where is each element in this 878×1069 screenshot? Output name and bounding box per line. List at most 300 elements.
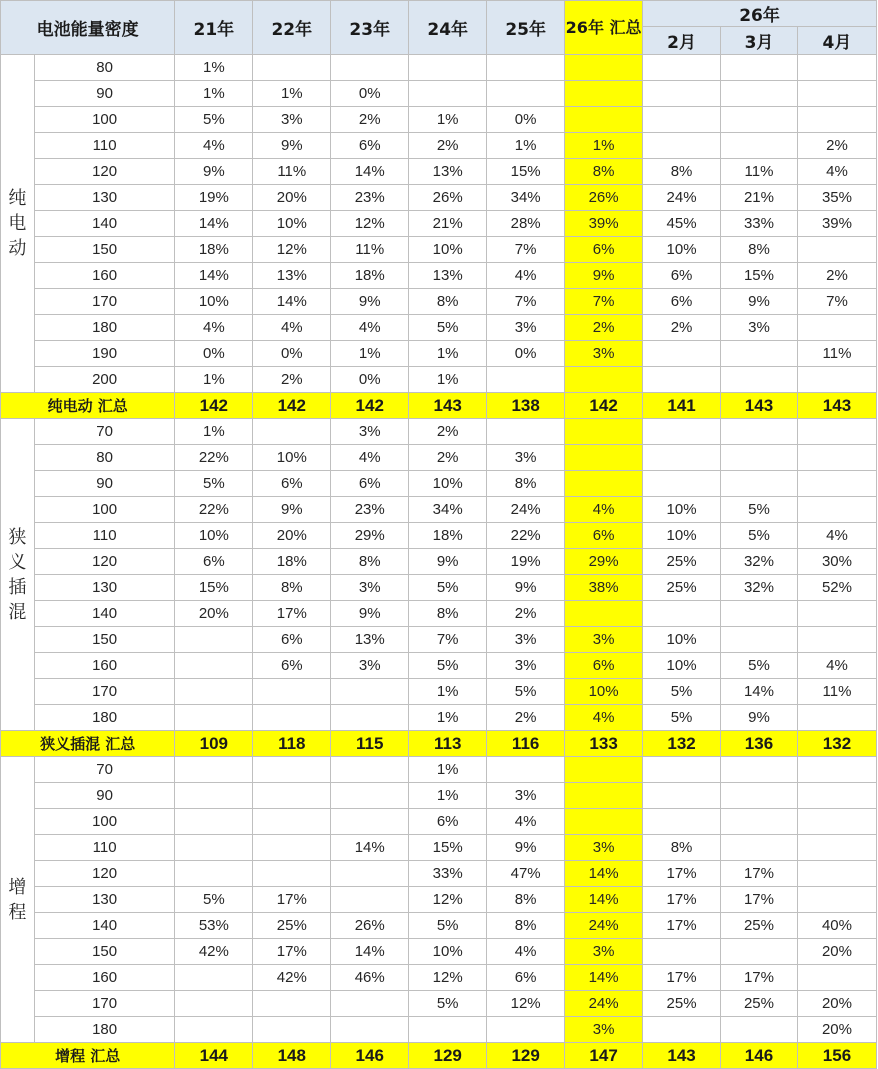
value-cell — [721, 939, 798, 965]
value-cell: 12% — [409, 887, 487, 913]
value-cell: 4% — [331, 445, 409, 471]
total26-cell — [565, 757, 643, 783]
value-cell: 5% — [175, 471, 253, 497]
value-cell: 9% — [487, 835, 565, 861]
total26-cell: 39% — [565, 211, 643, 237]
value-cell — [643, 939, 721, 965]
total26-cell — [565, 445, 643, 471]
value-cell: 6% — [409, 809, 487, 835]
table-row — [1, 211, 877, 237]
value-cell: 6% — [331, 471, 409, 497]
value-cell: 21% — [721, 185, 798, 211]
value-cell: 34% — [487, 185, 565, 211]
value-cell: 8% — [487, 471, 565, 497]
density-cell: 170 — [34, 991, 175, 1017]
total26-cell: 38% — [565, 575, 643, 601]
total26-cell: 24% — [565, 913, 643, 939]
total26-cell: 4% — [565, 705, 643, 731]
value-cell: 5% — [409, 991, 487, 1017]
value-cell: 17% — [253, 939, 331, 965]
total26-cell: 3% — [565, 1017, 643, 1043]
value-cell: 15% — [721, 263, 798, 289]
value-cell — [643, 783, 721, 809]
table-row — [1, 81, 877, 107]
value-cell: 4% — [175, 315, 253, 341]
value-cell: 14% — [175, 263, 253, 289]
value-cell — [721, 55, 798, 81]
value-cell — [643, 107, 721, 133]
header-year-23: 23年 — [331, 1, 409, 55]
value-cell — [253, 757, 331, 783]
value-cell — [331, 887, 409, 913]
density-cell: 120 — [34, 861, 175, 887]
value-cell — [487, 757, 565, 783]
value-cell: 25% — [643, 575, 721, 601]
value-cell: 12% — [331, 211, 409, 237]
value-cell — [175, 757, 253, 783]
value-cell — [487, 1017, 565, 1043]
value-cell — [797, 107, 876, 133]
density-cell: 190 — [34, 341, 175, 367]
value-cell: 53% — [175, 913, 253, 939]
value-cell — [643, 601, 721, 627]
value-cell: 5% — [175, 107, 253, 133]
density-cell: 140 — [34, 601, 175, 627]
section-total-value: 143 — [409, 393, 487, 419]
density-cell: 180 — [34, 1017, 175, 1043]
table-row — [1, 835, 877, 861]
value-cell — [721, 601, 798, 627]
total26-cell: 24% — [565, 991, 643, 1017]
value-cell — [331, 1017, 409, 1043]
section-total-value: 115 — [331, 731, 409, 757]
value-cell: 5% — [409, 653, 487, 679]
value-cell: 3% — [487, 315, 565, 341]
density-cell: 160 — [34, 653, 175, 679]
value-cell: 2% — [331, 107, 409, 133]
table-row — [1, 705, 877, 731]
value-cell: 3% — [487, 445, 565, 471]
density-cell: 150 — [34, 237, 175, 263]
value-cell: 7% — [487, 289, 565, 315]
value-cell — [797, 835, 876, 861]
total26-cell: 6% — [565, 523, 643, 549]
value-cell: 2% — [409, 133, 487, 159]
value-cell: 32% — [721, 549, 798, 575]
total26-cell: 29% — [565, 549, 643, 575]
total26-cell: 3% — [565, 627, 643, 653]
value-cell — [797, 419, 876, 445]
value-cell: 2% — [487, 601, 565, 627]
density-cell: 180 — [34, 705, 175, 731]
value-cell: 8% — [643, 835, 721, 861]
section-total-label: 增程 汇总 — [1, 1043, 175, 1069]
value-cell — [797, 705, 876, 731]
header-26-group: 26年 — [643, 1, 877, 27]
value-cell: 19% — [487, 549, 565, 575]
value-cell: 1% — [331, 341, 409, 367]
value-cell: 26% — [331, 913, 409, 939]
value-cell: 6% — [643, 263, 721, 289]
value-cell: 1% — [175, 55, 253, 81]
value-cell: 4% — [487, 939, 565, 965]
value-cell: 12% — [253, 237, 331, 263]
value-cell — [721, 81, 798, 107]
table-row — [1, 497, 877, 523]
density-cell: 160 — [34, 965, 175, 991]
value-cell — [797, 81, 876, 107]
header-month-feb: 2月 — [643, 27, 721, 55]
value-cell — [643, 1017, 721, 1043]
section-total-value: 113 — [409, 731, 487, 757]
value-cell: 9% — [409, 549, 487, 575]
value-cell — [797, 809, 876, 835]
section-total-value: 132 — [797, 731, 876, 757]
value-cell: 18% — [253, 549, 331, 575]
value-cell: 10% — [253, 211, 331, 237]
value-cell: 8% — [643, 159, 721, 185]
header-month-apr: 4月 — [797, 27, 876, 55]
value-cell: 15% — [409, 835, 487, 861]
total26-cell — [565, 81, 643, 107]
density-cell: 90 — [34, 783, 175, 809]
value-cell: 1% — [409, 341, 487, 367]
value-cell: 20% — [253, 185, 331, 211]
value-cell: 1% — [175, 81, 253, 107]
value-cell — [721, 835, 798, 861]
table-row — [1, 55, 877, 81]
section-total-value: 132 — [643, 731, 721, 757]
density-cell: 150 — [34, 627, 175, 653]
value-cell: 3% — [721, 315, 798, 341]
value-cell: 45% — [643, 211, 721, 237]
value-cell — [253, 783, 331, 809]
value-cell — [643, 133, 721, 159]
value-cell: 11% — [721, 159, 798, 185]
total26-cell: 10% — [565, 679, 643, 705]
value-cell: 46% — [331, 965, 409, 991]
value-cell — [797, 367, 876, 393]
value-cell: 1% — [409, 783, 487, 809]
value-cell: 17% — [643, 913, 721, 939]
value-cell: 5% — [409, 575, 487, 601]
total26-cell — [565, 55, 643, 81]
table-row — [1, 341, 877, 367]
table-row — [1, 783, 877, 809]
value-cell: 10% — [409, 471, 487, 497]
value-cell: 52% — [797, 575, 876, 601]
value-cell: 4% — [487, 263, 565, 289]
value-cell: 9% — [331, 289, 409, 315]
total26-cell: 9% — [565, 263, 643, 289]
value-cell: 8% — [721, 237, 798, 263]
value-cell: 14% — [253, 289, 331, 315]
table-row — [1, 549, 877, 575]
density-cell: 170 — [34, 289, 175, 315]
value-cell: 26% — [409, 185, 487, 211]
value-cell: 29% — [331, 523, 409, 549]
value-cell: 30% — [797, 549, 876, 575]
value-cell: 5% — [409, 315, 487, 341]
value-cell — [487, 55, 565, 81]
value-cell: 5% — [487, 679, 565, 705]
value-cell: 22% — [487, 523, 565, 549]
value-cell — [797, 315, 876, 341]
value-cell: 9% — [721, 705, 798, 731]
value-cell: 10% — [643, 627, 721, 653]
value-cell: 1% — [253, 81, 331, 107]
density-cell: 70 — [34, 757, 175, 783]
value-cell: 14% — [331, 939, 409, 965]
value-cell: 5% — [721, 653, 798, 679]
value-cell: 22% — [175, 445, 253, 471]
value-cell — [175, 705, 253, 731]
value-cell: 18% — [331, 263, 409, 289]
total26-cell — [565, 419, 643, 445]
density-cell: 120 — [34, 159, 175, 185]
value-cell — [175, 861, 253, 887]
value-cell — [253, 1017, 331, 1043]
value-cell — [797, 55, 876, 81]
value-cell — [253, 809, 331, 835]
value-cell: 2% — [487, 705, 565, 731]
value-cell: 33% — [721, 211, 798, 237]
value-cell — [721, 133, 798, 159]
value-cell — [721, 809, 798, 835]
table-row — [1, 289, 877, 315]
value-cell: 4% — [797, 523, 876, 549]
value-cell — [797, 497, 876, 523]
value-cell: 14% — [721, 679, 798, 705]
table-row — [1, 263, 877, 289]
value-cell — [643, 809, 721, 835]
density-cell: 110 — [34, 835, 175, 861]
density-cell: 90 — [34, 471, 175, 497]
header-year-22: 22年 — [253, 1, 331, 55]
section-total-value: 141 — [643, 393, 721, 419]
value-cell: 22% — [175, 497, 253, 523]
value-cell: 2% — [409, 445, 487, 471]
value-cell — [797, 237, 876, 263]
value-cell: 7% — [487, 237, 565, 263]
value-cell: 5% — [721, 497, 798, 523]
section-total-value: 142 — [175, 393, 253, 419]
value-cell: 4% — [487, 809, 565, 835]
value-cell: 8% — [331, 549, 409, 575]
value-cell — [331, 783, 409, 809]
value-cell: 28% — [487, 211, 565, 237]
density-cell: 150 — [34, 939, 175, 965]
value-cell: 17% — [253, 601, 331, 627]
value-cell: 20% — [797, 1017, 876, 1043]
value-cell — [409, 81, 487, 107]
value-cell: 21% — [409, 211, 487, 237]
value-cell: 1% — [175, 419, 253, 445]
value-cell — [331, 991, 409, 1017]
value-cell — [175, 991, 253, 1017]
section-total-row — [1, 731, 877, 757]
density-cell: 80 — [34, 445, 175, 471]
density-cell: 70 — [34, 419, 175, 445]
value-cell: 0% — [487, 107, 565, 133]
value-cell: 2% — [409, 419, 487, 445]
section-total-value: 129 — [409, 1043, 487, 1069]
total26-cell: 1% — [565, 133, 643, 159]
value-cell: 6% — [331, 133, 409, 159]
table-row — [1, 159, 877, 185]
value-cell: 5% — [643, 679, 721, 705]
value-cell: 4% — [331, 315, 409, 341]
value-cell: 20% — [797, 991, 876, 1017]
section-label: 狭 义 插 混 — [1, 419, 35, 731]
table-row — [1, 107, 877, 133]
value-cell: 2% — [643, 315, 721, 341]
section-total-value: 147 — [565, 1043, 643, 1069]
value-cell: 25% — [643, 991, 721, 1017]
value-cell: 9% — [253, 497, 331, 523]
table-row — [1, 653, 877, 679]
section-total-value: 138 — [487, 393, 565, 419]
value-cell: 9% — [331, 601, 409, 627]
value-cell: 24% — [643, 185, 721, 211]
table-row — [1, 471, 877, 497]
value-cell: 0% — [331, 81, 409, 107]
value-cell: 6% — [253, 627, 331, 653]
section-total-label: 纯电动 汇总 — [1, 393, 175, 419]
value-cell — [409, 1017, 487, 1043]
value-cell — [643, 81, 721, 107]
header-month-mar: 3月 — [721, 27, 798, 55]
table-row — [1, 1017, 877, 1043]
value-cell: 12% — [409, 965, 487, 991]
value-cell: 47% — [487, 861, 565, 887]
value-cell: 34% — [409, 497, 487, 523]
value-cell: 3% — [487, 627, 565, 653]
table-row — [1, 575, 877, 601]
value-cell: 19% — [175, 185, 253, 211]
table-header — [1, 1, 877, 55]
total26-cell — [565, 367, 643, 393]
value-cell: 20% — [253, 523, 331, 549]
value-cell: 15% — [487, 159, 565, 185]
density-cell: 90 — [34, 81, 175, 107]
value-cell — [175, 627, 253, 653]
value-cell: 17% — [721, 887, 798, 913]
total26-cell — [565, 107, 643, 133]
density-cell: 170 — [34, 679, 175, 705]
value-cell — [721, 783, 798, 809]
density-cell: 180 — [34, 315, 175, 341]
value-cell — [797, 627, 876, 653]
value-cell: 9% — [175, 159, 253, 185]
value-cell: 0% — [253, 341, 331, 367]
section-total-label: 狭义插混 汇总 — [1, 731, 175, 757]
value-cell: 42% — [175, 939, 253, 965]
value-cell: 0% — [175, 341, 253, 367]
total26-cell: 2% — [565, 315, 643, 341]
value-cell — [797, 757, 876, 783]
value-cell — [797, 965, 876, 991]
table-row — [1, 757, 877, 783]
density-cell: 110 — [34, 133, 175, 159]
density-cell: 120 — [34, 549, 175, 575]
value-cell: 6% — [175, 549, 253, 575]
value-cell: 11% — [331, 237, 409, 263]
value-cell: 1% — [175, 367, 253, 393]
value-cell — [331, 55, 409, 81]
value-cell: 6% — [253, 653, 331, 679]
value-cell — [331, 679, 409, 705]
value-cell: 5% — [409, 913, 487, 939]
table-row — [1, 419, 877, 445]
value-cell: 10% — [643, 237, 721, 263]
value-cell: 10% — [643, 653, 721, 679]
section-total-value: 143 — [643, 1043, 721, 1069]
density-cell: 100 — [34, 497, 175, 523]
value-cell: 5% — [175, 887, 253, 913]
value-cell — [721, 627, 798, 653]
value-cell: 1% — [409, 367, 487, 393]
table-row — [1, 809, 877, 835]
section-total-value: 129 — [487, 1043, 565, 1069]
value-cell: 24% — [487, 497, 565, 523]
value-cell — [175, 809, 253, 835]
value-cell: 18% — [409, 523, 487, 549]
value-cell — [331, 809, 409, 835]
table-row — [1, 965, 877, 991]
value-cell — [643, 445, 721, 471]
total26-cell: 7% — [565, 289, 643, 315]
value-cell — [797, 783, 876, 809]
table-row — [1, 445, 877, 471]
section-total-value: 146 — [331, 1043, 409, 1069]
density-cell: 130 — [34, 185, 175, 211]
value-cell — [643, 471, 721, 497]
value-cell — [721, 107, 798, 133]
total26-cell: 6% — [565, 653, 643, 679]
table-row — [1, 367, 877, 393]
table-row — [1, 939, 877, 965]
header-row-top — [1, 1, 877, 27]
value-cell — [175, 835, 253, 861]
value-cell — [721, 445, 798, 471]
value-cell — [643, 341, 721, 367]
value-cell: 6% — [643, 289, 721, 315]
table-row — [1, 913, 877, 939]
value-cell — [487, 419, 565, 445]
density-cell: 80 — [34, 55, 175, 81]
value-cell — [797, 887, 876, 913]
section-total-value: 144 — [175, 1043, 253, 1069]
value-cell — [721, 471, 798, 497]
value-cell: 4% — [175, 133, 253, 159]
total26-cell: 14% — [565, 887, 643, 913]
value-cell: 32% — [721, 575, 798, 601]
density-cell: 110 — [34, 523, 175, 549]
section-total-value: 133 — [565, 731, 643, 757]
table-row — [1, 523, 877, 549]
section-total-row — [1, 393, 877, 419]
value-cell: 13% — [409, 159, 487, 185]
density-cell: 130 — [34, 887, 175, 913]
value-cell: 1% — [409, 757, 487, 783]
value-cell: 4% — [797, 159, 876, 185]
value-cell: 0% — [331, 367, 409, 393]
value-cell: 20% — [797, 939, 876, 965]
density-cell: 140 — [34, 913, 175, 939]
value-cell: 10% — [409, 939, 487, 965]
value-cell: 6% — [487, 965, 565, 991]
